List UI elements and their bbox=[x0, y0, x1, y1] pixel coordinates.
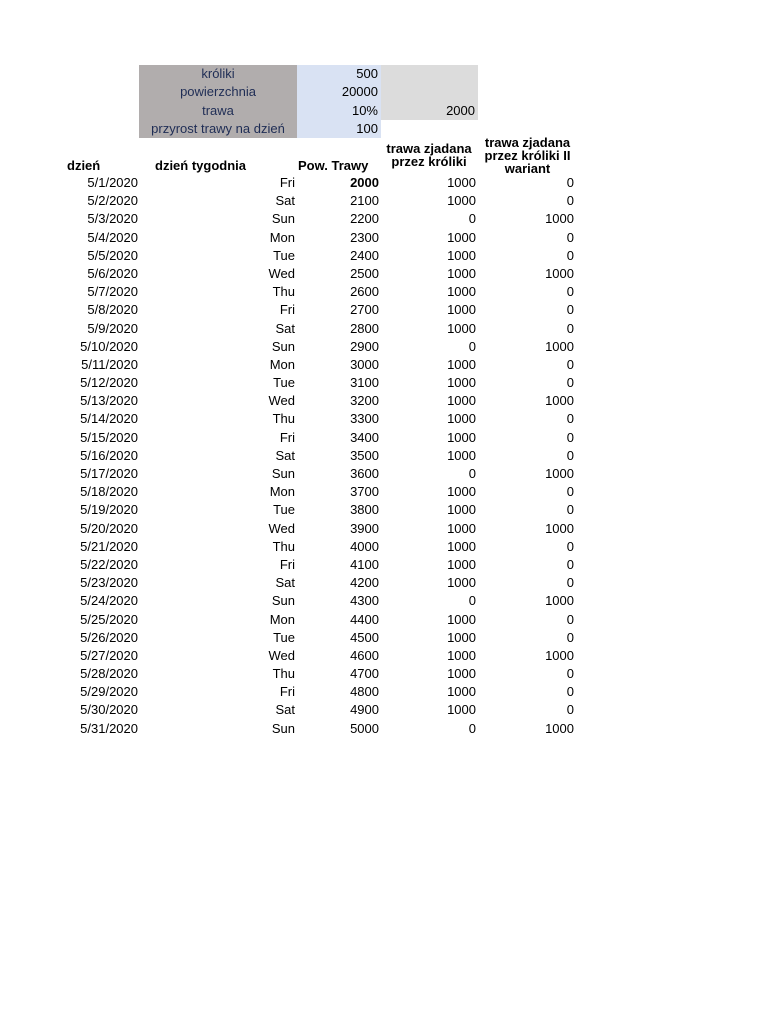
table-row bbox=[0, 392, 580, 410]
weekday-cell[interactable]: Mon bbox=[269, 356, 295, 372]
grass-cell[interactable]: 5000 bbox=[350, 720, 379, 736]
weekday-cell[interactable]: Sun bbox=[271, 338, 295, 354]
table-row bbox=[0, 265, 580, 283]
table-row bbox=[0, 338, 580, 356]
header-eaten[interactable] bbox=[382, 142, 476, 168]
header-eaten-variant-line: wariant bbox=[504, 161, 551, 176]
eaten-cell[interactable]: 1000 bbox=[447, 356, 476, 372]
eaten-variant-cell[interactable]: 0 bbox=[566, 484, 574, 500]
grass-cell[interactable]: 4200 bbox=[350, 575, 379, 591]
date-cell[interactable]: 5/3/2020 bbox=[87, 211, 138, 227]
date-cell[interactable]: 5/6/2020 bbox=[87, 265, 138, 281]
table-row bbox=[0, 192, 580, 210]
date-cell[interactable]: 5/16/2020 bbox=[80, 447, 138, 463]
eaten-cell[interactable]: 1000 bbox=[447, 193, 476, 209]
eaten-cell[interactable]: 1000 bbox=[447, 229, 476, 245]
date-cell[interactable]: 5/8/2020 bbox=[87, 302, 138, 318]
header-eaten-variant-line: trawa zjadana bbox=[484, 135, 571, 150]
table-row bbox=[0, 647, 580, 665]
date-cell[interactable]: 5/21/2020 bbox=[80, 538, 138, 554]
grass-cell[interactable]: 2200 bbox=[350, 211, 379, 227]
param-value-powierzchnia[interactable]: 20000 bbox=[297, 83, 381, 101]
eaten-cell[interactable]: 1000 bbox=[447, 647, 476, 663]
table-row bbox=[0, 574, 580, 592]
eaten-cell[interactable]: 1000 bbox=[447, 320, 476, 336]
weekday-cell[interactable]: Sat bbox=[275, 320, 295, 336]
eaten-cell[interactable]: 1000 bbox=[447, 702, 476, 718]
date-cell[interactable]: 5/29/2020 bbox=[80, 684, 138, 700]
eaten-cell[interactable]: 1000 bbox=[447, 411, 476, 427]
eaten-variant-cell[interactable]: 0 bbox=[566, 320, 574, 336]
eaten-variant-cell[interactable]: 0 bbox=[566, 702, 574, 718]
eaten-cell[interactable]: 1000 bbox=[447, 375, 476, 391]
eaten-cell[interactable]: 1000 bbox=[447, 611, 476, 627]
eaten-cell[interactable]: 1000 bbox=[447, 393, 476, 409]
weekday-cell[interactable]: Sun bbox=[271, 720, 295, 736]
date-cell[interactable]: 5/10/2020 bbox=[80, 338, 138, 354]
param-label-powierzchnia[interactable]: powierzchnia bbox=[139, 83, 297, 101]
table-row bbox=[0, 429, 580, 447]
weekday-cell[interactable]: Sat bbox=[275, 447, 295, 463]
date-cell[interactable]: 5/22/2020 bbox=[80, 556, 138, 572]
weekday-cell[interactable]: Fri bbox=[279, 684, 295, 700]
weekday-cell[interactable]: Fri bbox=[279, 429, 295, 445]
date-cell[interactable]: 5/30/2020 bbox=[80, 702, 138, 718]
date-cell[interactable]: 5/18/2020 bbox=[80, 484, 138, 500]
grass-cell[interactable]: 3400 bbox=[350, 429, 379, 445]
eaten-cell[interactable]: 1000 bbox=[447, 429, 476, 445]
table-row bbox=[0, 356, 580, 374]
table-row bbox=[0, 301, 580, 319]
eaten-variant-cell[interactable]: 0 bbox=[566, 193, 574, 209]
weekday-cell[interactable]: Tue bbox=[273, 502, 295, 518]
header-eaten-line: przez króliki bbox=[391, 154, 467, 169]
date-cell[interactable]: 5/17/2020 bbox=[80, 466, 138, 481]
eaten-variant-cell[interactable]: 0 bbox=[566, 356, 574, 372]
grass-cell[interactable]: 4100 bbox=[350, 556, 379, 572]
table-row bbox=[0, 374, 580, 392]
weekday-cell[interactable]: Thu bbox=[272, 666, 295, 682]
eaten-variant-cell[interactable]: 0 bbox=[566, 556, 574, 572]
table-row bbox=[0, 247, 580, 265]
table-row bbox=[0, 283, 580, 301]
param-label-przyrost[interactable]: przyrost trawy na dzień bbox=[139, 120, 297, 138]
grass-cell[interactable]: 3200 bbox=[350, 393, 379, 409]
eaten-cell[interactable]: 1000 bbox=[447, 284, 476, 300]
weekday-cell[interactable]: Mon bbox=[269, 484, 295, 500]
grass-cell[interactable]: 4400 bbox=[350, 611, 379, 627]
table-row bbox=[0, 465, 580, 483]
grass-cell[interactable]: 3600 bbox=[350, 466, 379, 481]
param-row bbox=[139, 102, 478, 120]
grass-cell[interactable]: 4700 bbox=[350, 666, 379, 682]
date-cell[interactable]: 5/4/2020 bbox=[87, 229, 138, 245]
grass-cell[interactable]: 4300 bbox=[350, 593, 379, 609]
date-cell[interactable]: 5/9/2020 bbox=[87, 320, 138, 336]
eaten-cell[interactable]: 1000 bbox=[447, 447, 476, 463]
eaten-cell[interactable]: 1000 bbox=[447, 538, 476, 554]
weekday-cell[interactable]: Wed bbox=[268, 265, 295, 281]
date-cell[interactable]: 5/27/2020 bbox=[80, 647, 138, 663]
eaten-cell[interactable]: 0 bbox=[468, 211, 476, 227]
eaten-variant-cell[interactable]: 0 bbox=[566, 284, 574, 300]
eaten-cell[interactable]: 1000 bbox=[447, 502, 476, 518]
parameters-block bbox=[139, 65, 478, 138]
eaten-variant-cell[interactable]: 1000 bbox=[545, 265, 574, 281]
grass-cell[interactable]: 2400 bbox=[350, 247, 379, 263]
header-day[interactable]: dzień bbox=[67, 158, 101, 173]
weekday-cell[interactable]: Sat bbox=[275, 193, 295, 209]
param-value-przyrost[interactable]: 100 bbox=[297, 120, 381, 138]
table-row bbox=[0, 210, 580, 228]
eaten-variant-cell[interactable]: 0 bbox=[566, 429, 574, 445]
grass-cell[interactable]: 3100 bbox=[350, 375, 379, 391]
eaten-cell[interactable]: 1000 bbox=[447, 265, 476, 281]
header-weekday[interactable]: dzień tygodnia bbox=[155, 158, 246, 173]
weekday-cell[interactable]: Thu bbox=[272, 284, 295, 300]
table-row bbox=[0, 447, 580, 465]
header-grass[interactable]: Pow. Trawy bbox=[298, 158, 369, 173]
grass-cell[interactable]: 3000 bbox=[350, 356, 379, 372]
eaten-cell[interactable]: 0 bbox=[468, 720, 476, 736]
table-row bbox=[0, 665, 580, 683]
table-row bbox=[0, 611, 580, 629]
eaten-cell[interactable]: 1000 bbox=[447, 520, 476, 536]
table-row bbox=[0, 520, 580, 538]
weekday-cell[interactable]: Tue bbox=[273, 247, 295, 263]
grass-cell[interactable]: 4500 bbox=[350, 629, 379, 645]
grass-cell[interactable]: 4900 bbox=[350, 702, 379, 718]
weekday-cell[interactable]: Wed bbox=[268, 393, 295, 409]
eaten-variant-cell[interactable]: 0 bbox=[566, 375, 574, 391]
table-row bbox=[0, 229, 580, 247]
eaten-cell[interactable]: 0 bbox=[468, 593, 476, 609]
date-cell[interactable]: 5/25/2020 bbox=[80, 611, 138, 627]
grass-cell[interactable]: 3800 bbox=[350, 502, 379, 518]
eaten-cell[interactable]: 1000 bbox=[447, 629, 476, 645]
weekday-cell[interactable]: Fri bbox=[279, 556, 295, 572]
date-cell[interactable]: 5/15/2020 bbox=[80, 429, 138, 445]
param-row bbox=[139, 65, 478, 83]
eaten-variant-cell[interactable]: 1000 bbox=[545, 466, 574, 481]
date-cell[interactable]: 5/31/2020 bbox=[80, 720, 138, 736]
date-cell[interactable]: 5/11/2020 bbox=[81, 356, 138, 372]
weekday-cell[interactable]: Thu bbox=[272, 411, 295, 427]
table-row bbox=[0, 320, 580, 338]
eaten-cell[interactable]: 1000 bbox=[447, 556, 476, 572]
grass-cell[interactable]: 3300 bbox=[350, 411, 379, 427]
table-row bbox=[0, 701, 580, 719]
table-row bbox=[0, 720, 580, 738]
eaten-variant-cell[interactable]: 0 bbox=[566, 502, 574, 518]
date-cell[interactable]: 5/2/2020 bbox=[87, 193, 138, 209]
eaten-variant-cell[interactable]: 0 bbox=[566, 575, 574, 591]
param-value-kroliki[interactable]: 500 bbox=[297, 65, 381, 83]
date-cell[interactable]: 5/5/2020 bbox=[87, 247, 138, 263]
weekday-cell[interactable]: Mon bbox=[269, 611, 295, 627]
weekday-cell[interactable]: Sun bbox=[271, 211, 295, 227]
header-eaten-line: trawa zjadana bbox=[386, 141, 472, 156]
grass-cell[interactable]: 2900 bbox=[350, 338, 379, 354]
eaten-variant-cell[interactable]: 1000 bbox=[545, 211, 574, 227]
param-row bbox=[139, 120, 478, 138]
weekday-cell[interactable]: Sun bbox=[271, 593, 295, 609]
eaten-variant-cell[interactable]: 0 bbox=[566, 247, 574, 263]
date-cell[interactable]: 5/13/2020 bbox=[80, 393, 138, 409]
eaten-variant-cell[interactable]: 0 bbox=[566, 175, 574, 190]
weekday-cell[interactable]: Sat bbox=[275, 702, 295, 718]
eaten-cell[interactable]: 1000 bbox=[447, 484, 476, 500]
table-row bbox=[0, 683, 580, 701]
table-row bbox=[0, 501, 580, 519]
eaten-variant-cell[interactable]: 0 bbox=[566, 666, 574, 682]
grass-cell[interactable]: 2300 bbox=[350, 229, 379, 245]
grass-cell[interactable]: 3500 bbox=[350, 447, 379, 463]
weekday-cell[interactable]: Fri bbox=[279, 302, 295, 318]
date-cell[interactable]: 5/20/2020 bbox=[80, 520, 138, 536]
eaten-variant-cell[interactable]: 1000 bbox=[545, 593, 574, 609]
header-eaten-variant-line: przez króliki II bbox=[484, 148, 571, 163]
eaten-cell[interactable]: 1000 bbox=[447, 302, 476, 318]
grass-cell[interactable]: 2100 bbox=[350, 193, 379, 209]
eaten-variant-cell[interactable]: 0 bbox=[566, 684, 574, 700]
grass-cell[interactable]: 4000 bbox=[350, 538, 379, 554]
table-row bbox=[0, 556, 580, 574]
eaten-variant-cell[interactable]: 0 bbox=[566, 629, 574, 645]
eaten-variant-cell[interactable]: 0 bbox=[566, 611, 574, 627]
weekday-cell[interactable]: Tue bbox=[273, 629, 295, 645]
grass-cell[interactable]: 4800 bbox=[350, 684, 379, 700]
eaten-variant-cell[interactable]: 1000 bbox=[545, 520, 574, 536]
eaten-cell[interactable]: 1000 bbox=[447, 175, 476, 190]
param-value-trawa[interactable]: 10% bbox=[297, 102, 381, 120]
date-cell[interactable]: 5/24/2020 bbox=[80, 593, 138, 609]
eaten-variant-cell[interactable]: 0 bbox=[566, 302, 574, 318]
eaten-variant-cell[interactable]: 0 bbox=[566, 229, 574, 245]
weekday-cell[interactable]: Sat bbox=[275, 575, 295, 591]
grass-cell[interactable]: 2000 bbox=[350, 175, 379, 190]
date-cell[interactable]: 5/26/2020 bbox=[80, 629, 138, 645]
weekday-cell[interactable]: Thu bbox=[272, 538, 295, 554]
eaten-variant-cell[interactable]: 1000 bbox=[545, 393, 574, 409]
date-cell[interactable]: 5/19/2020 bbox=[80, 502, 138, 518]
param-row bbox=[139, 83, 478, 101]
eaten-cell[interactable]: 0 bbox=[468, 338, 476, 354]
eaten-variant-cell[interactable]: 0 bbox=[566, 411, 574, 427]
date-cell[interactable]: 5/7/2020 bbox=[87, 284, 138, 300]
weekday-cell[interactable]: Wed bbox=[268, 520, 295, 536]
weekday-cell[interactable]: Sun bbox=[271, 466, 295, 481]
date-cell[interactable]: 5/28/2020 bbox=[80, 666, 138, 682]
grass-cell[interactable]: 3900 bbox=[350, 520, 379, 536]
date-cell[interactable]: 5/23/2020 bbox=[80, 575, 138, 591]
weekday-cell[interactable]: Mon bbox=[269, 229, 295, 245]
table-row bbox=[0, 483, 580, 501]
grass-cell[interactable]: 2700 bbox=[350, 302, 379, 318]
table-row bbox=[0, 174, 580, 192]
table-row bbox=[0, 592, 580, 610]
date-cell[interactable]: 5/1/2020 bbox=[87, 175, 138, 190]
param-label-trawa[interactable]: trawa bbox=[139, 102, 297, 120]
eaten-variant-cell[interactable]: 0 bbox=[566, 538, 574, 554]
weekday-cell[interactable]: Fri bbox=[279, 175, 295, 190]
date-cell[interactable]: 5/14/2020 bbox=[80, 411, 138, 427]
grass-cell[interactable]: 2800 bbox=[350, 320, 379, 336]
eaten-variant-cell[interactable]: 1000 bbox=[545, 338, 574, 354]
table-row bbox=[0, 410, 580, 428]
eaten-cell[interactable]: 1000 bbox=[447, 684, 476, 700]
eaten-variant-cell[interactable]: 0 bbox=[566, 447, 574, 463]
param-extra-cell[interactable] bbox=[381, 65, 478, 83]
param-extra-trawa[interactable]: 2000 bbox=[381, 102, 478, 120]
grass-cell[interactable]: 2600 bbox=[350, 284, 379, 300]
param-label-kroliki[interactable]: króliki bbox=[139, 65, 297, 83]
eaten-cell[interactable]: 1000 bbox=[447, 575, 476, 591]
grass-cell[interactable]: 3700 bbox=[350, 484, 379, 500]
data-table bbox=[0, 174, 580, 738]
eaten-variant-cell[interactable]: 1000 bbox=[545, 720, 574, 736]
date-cell[interactable]: 5/12/2020 bbox=[80, 375, 138, 391]
eaten-variant-cell[interactable]: 1000 bbox=[545, 647, 574, 663]
eaten-cell[interactable]: 0 bbox=[468, 466, 476, 481]
table-row bbox=[0, 538, 580, 556]
eaten-cell[interactable]: 1000 bbox=[447, 666, 476, 682]
grass-cell[interactable]: 4600 bbox=[350, 647, 379, 663]
eaten-cell[interactable]: 1000 bbox=[447, 247, 476, 263]
weekday-cell[interactable]: Tue bbox=[273, 375, 295, 391]
table-row bbox=[0, 629, 580, 647]
header-eaten-variant[interactable] bbox=[479, 136, 576, 175]
weekday-cell[interactable]: Wed bbox=[268, 647, 295, 663]
param-extra-cell[interactable] bbox=[381, 83, 478, 101]
grass-cell[interactable]: 2500 bbox=[350, 265, 379, 281]
